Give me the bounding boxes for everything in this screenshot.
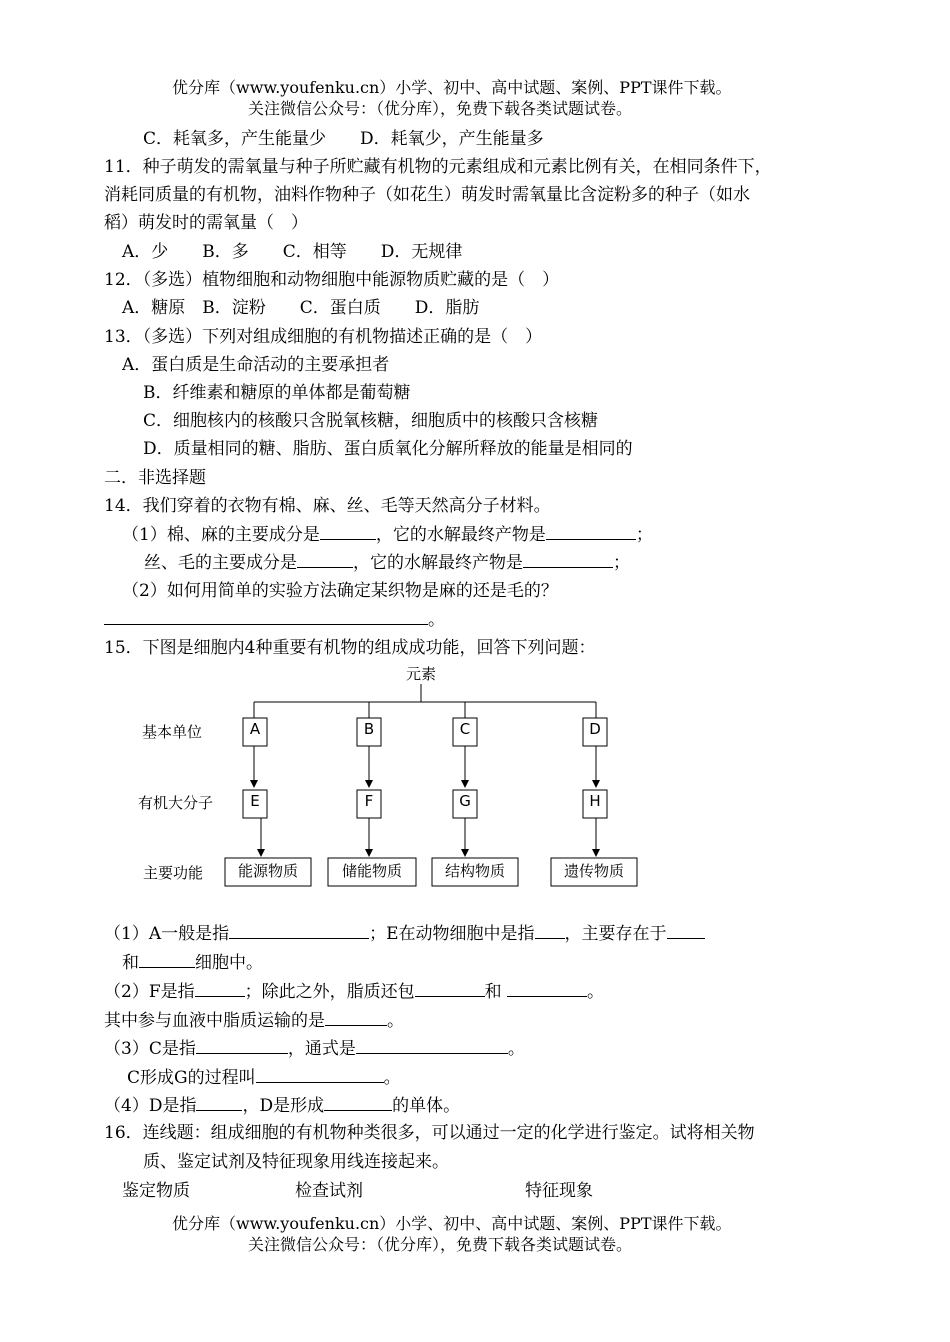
answer-blank[interactable] <box>415 980 485 997</box>
answer-blank[interactable] <box>297 551 353 568</box>
q14-p1c: 丝、毛的主要成分是 <box>144 553 297 573</box>
q16-col-reagent: 检查试剂 <box>295 1181 363 1201</box>
q15-a1-line1 <box>104 922 705 945</box>
section-title: 二．非选择题 <box>104 468 206 488</box>
footer-line-2: 关注微信公众号：（优分库），免费下载各类试题试卷。 <box>248 1235 633 1254</box>
q15-a2end: 。 <box>587 982 605 1002</box>
q14-part2: （2）如何用简单的实验方法确定某织物是麻的还是毛的？ <box>122 581 558 601</box>
q11-line-3: 稻）萌发时的需氧量（ ） <box>104 213 308 233</box>
q15-a3b-end: 。 <box>507 1039 525 1059</box>
diagram-root: 元素 <box>405 665 437 683</box>
q15-a3c: C形成G的过程叫 <box>127 1068 256 1088</box>
answer-blank[interactable] <box>667 922 705 939</box>
macro-e: E <box>250 792 260 810</box>
q13-option-d: D．质量相同的糖、脂肪、蛋白质氧化分解所释放的能量是相同的 <box>143 439 633 459</box>
q15-a1b: ；E在动物细胞中是指 <box>369 924 535 944</box>
header-line-1: 优分库（www.youfenku.cn）小学、初中、高中试题、案例、PPT课件下载。 <box>172 78 732 97</box>
answer-blank[interactable] <box>256 1066 384 1083</box>
q14-p1end: ； <box>635 525 653 545</box>
q15-a1e: 细胞中。 <box>195 953 263 973</box>
answer-blank[interactable] <box>104 608 428 625</box>
q15-a3-line1 <box>104 1037 525 1060</box>
q14-p1d: ，它的水解最终产物是 <box>353 553 523 573</box>
q11-options: A．少 B．多 C．相等 D．无规律 <box>122 242 463 262</box>
q15-a2b: ；除此之外，脂质还包 <box>244 982 415 1002</box>
q16-line-2: 质、鉴定试剂及特征现象用线连接起来。 <box>143 1152 449 1172</box>
q14-answer-line <box>104 608 445 631</box>
answer-blank[interactable] <box>196 1037 288 1054</box>
q15-a2d: 其中参与血液中脂质运输的是 <box>104 1011 325 1031</box>
answer-blank[interactable] <box>195 980 245 997</box>
q16-col-phenomenon: 特征现象 <box>525 1181 593 1201</box>
q15-a4b: ，D是形成 <box>242 1096 325 1116</box>
q13-option-c: C．细胞核内的核酸只含脱氧核糖，细胞质中的核酸只含核糖 <box>143 411 599 431</box>
q11-line-1: 11．种子萌发的需氧量与种子所贮藏有机物的元素组成和元素比例有关，在相同条件下， <box>104 157 772 177</box>
row-label-functions: 主要功能 <box>143 864 204 882</box>
organic-molecule-diagram <box>0 660 950 910</box>
q15-a3-line2 <box>127 1066 401 1089</box>
q14-p1a: （1）棉、麻的主要成分是 <box>122 525 320 545</box>
q13-option-a: A．蛋白质是生命活动的主要承担者 <box>122 355 390 375</box>
q16-col-substance: 鉴定物质 <box>122 1181 190 1201</box>
q15-a4-label: （4）D是指 <box>104 1096 197 1116</box>
q11-line-2: 消耗同质量的有机物，油料作物种子（如花生）萌发时需氧量比含淀粉多的种子（如水 <box>104 185 750 205</box>
q15-a3b: ，通式是 <box>287 1039 356 1059</box>
answer-blank[interactable] <box>507 980 587 997</box>
q15-a2d-end: 。 <box>387 1011 404 1031</box>
q15-a2c: 和 <box>484 982 502 1002</box>
answer-blank[interactable] <box>325 1009 387 1026</box>
unit-c: C <box>459 720 471 738</box>
q10-options: C．耗氧多，产生能量少 D．耗氧少，产生能量多 <box>143 129 544 149</box>
q14-p1b: ，它的水解最终产物是 <box>375 525 546 545</box>
q15-a2-line1 <box>104 980 604 1003</box>
header-line-2: 关注微信公众号：（优分库），免费下载各类试题试卷。 <box>248 99 633 118</box>
row-label-units: 基本单位 <box>142 723 203 741</box>
unit-d: D <box>589 720 601 738</box>
q15-stem: 15．下图是细胞内4种重要有机物的组成成功能，回答下列问题： <box>104 638 596 658</box>
function-energy: 能源物质 <box>237 862 299 880</box>
q15-a3c-end: 。 <box>383 1068 401 1088</box>
answer-blank[interactable] <box>320 523 376 540</box>
q14-part1-line1 <box>122 523 653 546</box>
q14-p1end-2: ； <box>613 553 630 573</box>
q15-a2-line2 <box>104 1009 404 1032</box>
q13-stem: 13．（多选）下列对组成细胞的有机物描述正确的是（ ） <box>104 327 543 347</box>
q15-a1-line2 <box>122 951 263 974</box>
q15-a1d: 和 <box>122 953 139 973</box>
answer-blank[interactable] <box>356 1037 508 1054</box>
function-storage: 储能物质 <box>341 862 403 880</box>
function-genetic: 遗传物质 <box>563 862 625 880</box>
answer-blank[interactable] <box>324 1094 392 1111</box>
footer-line-1: 优分库（www.youfenku.cn）小学、初中、高中试题、案例、PPT课件下载。 <box>172 1214 732 1233</box>
answer-blank[interactable] <box>196 1094 242 1111</box>
q12-options: A．糖原 B．淀粉 C．蛋白质 D．脂肪 <box>122 298 480 318</box>
macro-h: H <box>589 792 601 810</box>
function-structure: 结构物质 <box>444 862 506 880</box>
answer-blank[interactable] <box>523 551 613 568</box>
unit-b: B <box>363 720 375 738</box>
q13-option-b: B．纤维素和糖原的单体都是葡萄糖 <box>143 383 411 403</box>
q15-a2: （2）F是指 <box>104 982 195 1002</box>
q14-part1-line2 <box>144 551 630 574</box>
macro-g: G <box>459 792 471 810</box>
q15-a1: （1）A一般是指 <box>104 924 230 944</box>
unit-a: A <box>249 720 261 738</box>
row-label-macros: 有机大分子 <box>138 794 214 812</box>
q15-a4 <box>104 1094 460 1117</box>
q14-stem: 14．我们穿着的衣物有棉、麻、丝、毛等天然高分子材料。 <box>104 496 551 516</box>
answer-blank[interactable] <box>535 922 565 939</box>
answer-blank[interactable] <box>546 523 636 540</box>
answer-blank[interactable] <box>139 951 195 968</box>
q14-end: 。 <box>428 610 445 630</box>
q12-stem: 12．（多选）植物细胞和动物细胞中能源物质贮藏的是（ ） <box>104 270 560 290</box>
q15-a1c: ，主要存在于 <box>564 924 667 944</box>
q15-a3: （3）C是指 <box>104 1039 196 1059</box>
answer-blank[interactable] <box>229 922 369 939</box>
q15-a4c: 的单体。 <box>392 1096 461 1116</box>
macro-f: F <box>364 792 374 810</box>
q16-line-1: 16．连线题：组成细胞的有机物种类很多，可以通过一定的化学进行鉴定。试将相关物 <box>104 1123 755 1143</box>
